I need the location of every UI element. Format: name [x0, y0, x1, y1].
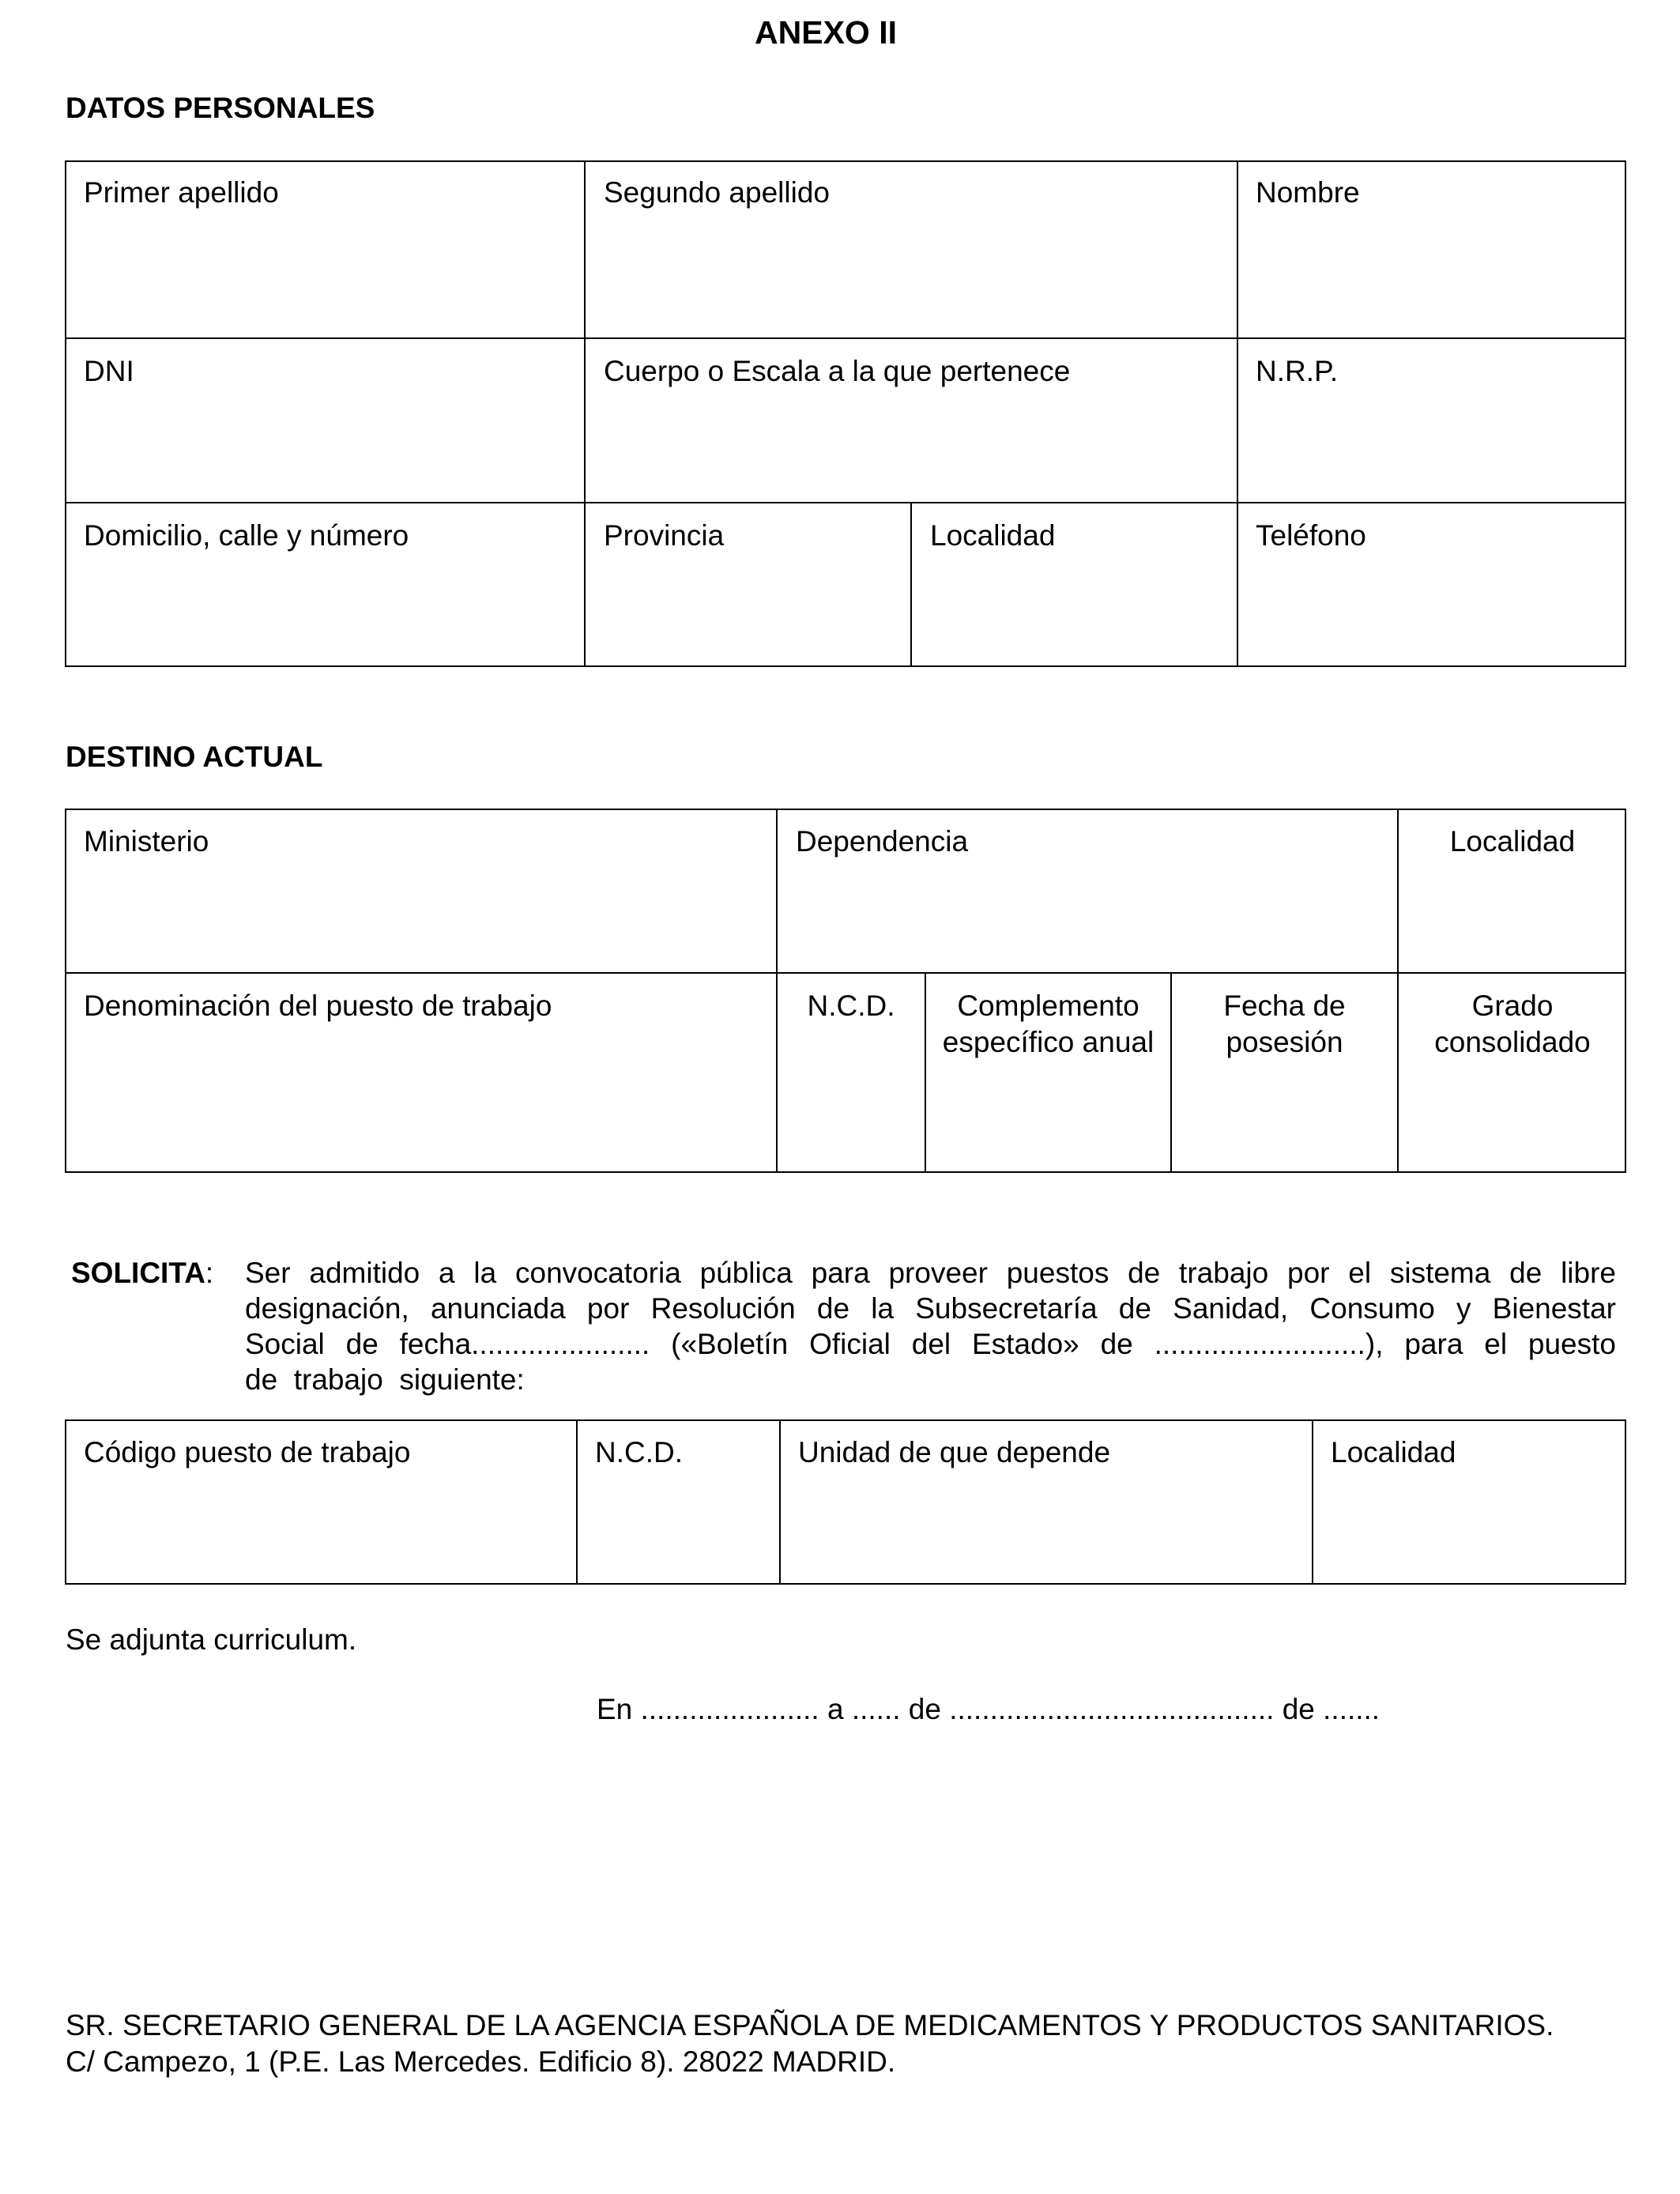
solicita-word: SOLICITA	[71, 1257, 205, 1289]
table-divider	[1237, 160, 1238, 667]
field-primer-apellido[interactable]: Primer apellido	[84, 176, 279, 209]
field-ncd-solicitado[interactable]: N.C.D.	[595, 1436, 683, 1468]
table-divider	[584, 160, 586, 667]
field-provincia[interactable]: Provincia	[604, 519, 725, 552]
field-nombre[interactable]: Nombre	[1256, 176, 1360, 209]
solicita-line-3: Social de fecha...................... («Boletín Oficial del Estado» de ..........................), para el puesto	[245, 1328, 1616, 1360]
destinatario-line-2: C/ Campezo, 1 (P.E. Las Mercedes. Edificio 8). 28022 MADRID.	[66, 2045, 896, 2078]
field-ncd[interactable]: N.C.D.	[807, 990, 895, 1022]
field-dependencia[interactable]: Dependencia	[796, 825, 969, 858]
table-divider	[65, 502, 1626, 503]
field-localidad[interactable]: Localidad	[930, 519, 1056, 552]
fecha-line-1: Fecha de	[1223, 990, 1346, 1022]
solicita-paragraph	[245, 1255, 1616, 1397]
solicita-colon: :	[205, 1257, 214, 1289]
complemento-line-1: Complemento	[957, 990, 1139, 1022]
datos-personales-table	[65, 160, 1626, 667]
field-ministerio[interactable]: Ministerio	[84, 825, 209, 858]
field-domicilio[interactable]: Domicilio, calle y número	[84, 519, 409, 552]
field-codigo-puesto[interactable]: Código puesto de trabajo	[84, 1436, 411, 1468]
solicita-line-1: Ser admitido a la convocatoria pública para proveer puestos de trabajo por el sistema de libre	[245, 1257, 1616, 1289]
grado-line-1: Grado	[1471, 990, 1554, 1022]
field-fecha-posesion[interactable]	[1172, 988, 1397, 1061]
field-localidad-destino[interactable]: Localidad	[1449, 825, 1576, 858]
page-title: ANEXO II	[755, 14, 897, 51]
table-divider	[576, 1419, 578, 1585]
solicita-label	[71, 1255, 213, 1291]
field-unidad-depende[interactable]: Unidad de que depende	[798, 1436, 1111, 1468]
adjunta-curriculum-text: Se adjunta curriculum.	[66, 1623, 357, 1656]
field-dni[interactable]: DNI	[84, 355, 134, 387]
field-segundo-apellido[interactable]: Segundo apellido	[604, 176, 830, 209]
field-telefono[interactable]: Teléfono	[1256, 519, 1366, 552]
table-divider	[65, 972, 1626, 974]
table-divider	[779, 1419, 781, 1585]
field-nrp[interactable]: N.R.P.	[1256, 355, 1339, 387]
lugar-fecha-line: En ...................... a ...... de ........................................ de .......	[597, 1693, 1381, 1725]
field-cuerpo-escala[interactable]: Cuerpo o Escala a la que pertenece	[604, 355, 1071, 387]
section-heading-datos-personales: DATOS PERSONALES	[66, 92, 375, 124]
section-heading-destino-actual: DESTINO ACTUAL	[66, 741, 323, 773]
fecha-line-2: posesión	[1226, 1026, 1343, 1058]
field-localidad-solicitado[interactable]: Localidad	[1331, 1436, 1456, 1468]
solicita-line-4: de trabajo siguiente:	[245, 1363, 525, 1396]
destinatario-line-1: SR. SECRETARIO GENERAL DE LA AGENCIA ESPAÑOLA DE MEDICAMENTOS Y PRODUCTOS SANITARIOS.	[66, 2009, 1554, 2041]
field-denominacion-puesto[interactable]: Denominación del puesto de trabajo	[84, 990, 552, 1022]
field-grado-consolidado[interactable]	[1399, 988, 1626, 1061]
table-divider	[1312, 1419, 1313, 1585]
complemento-line-2: específico anual	[942, 1026, 1155, 1058]
solicita-line-2: designación, anunciada por Resolución de la Subsecretaría de Sanidad, Consumo y Bienestar	[245, 1292, 1616, 1325]
table-divider	[910, 502, 912, 667]
table-divider	[65, 337, 1626, 339]
grado-line-2: consolidado	[1434, 1026, 1591, 1058]
field-complemento-especifico[interactable]	[926, 988, 1170, 1061]
